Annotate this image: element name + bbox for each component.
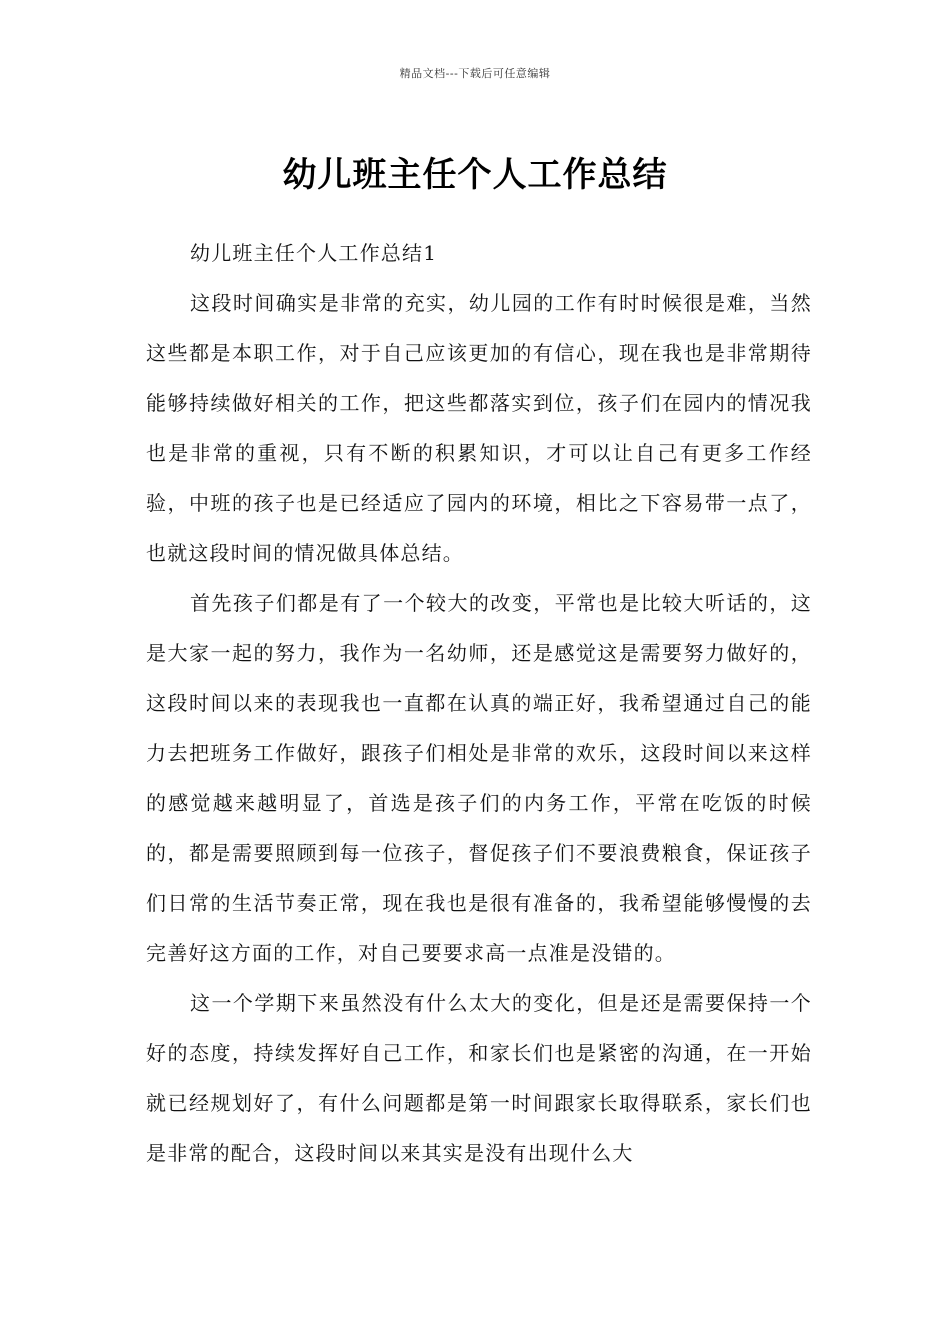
paragraph-2: 首先孩子们都是有了一个较大的改变，平常也是比较大听话的，这是大家一起的努力，我作为一名幼师，还是感觉这是需要努力做好的，这段时间以来的表现我也一直都在认真的端正好，我希望通过自己的能力去把班务工作做好，跟孩子们相处是非常的欢乐，这段时间以来这样的感觉越来越明显了，首选是孩子们的内务工作，平常在吃饭的时候的，都是需要照顾到每一位孩子，督促孩子们不要浪费粮食，保证孩子们日常的生活节奏正常，现在我也是很有准备的，我希望能够慢慢的去完善好这方面的工作，对自己要要求高一点准是没错的。 [146, 591, 812, 965]
document-body [146, 228, 812, 1178]
paragraph-3: 这一个学期下来虽然没有什么太大的变化，但是还是需要保持一个好的态度，持续发挥好自己工作，和家长们也是紧密的沟通，在一开始就已经规划好了，有什么问题都是第一时间跟家长取得联系，家长们也是非常的配合，这段时间以来其实是没有出现什么大 [146, 991, 812, 1165]
section-heading: 幼儿班主任个人工作总结1 [190, 241, 438, 265]
paragraph-1: 这段时间确实是非常的充实，幼儿园的工作有时时候很是难，当然这些都是本职工作，对于自己应该更加的有信心，现在我也是非常期待能够持续做好相关的工作，把这些都落实到位，孩子们在园内的情况我也是非常的重视，只有不断的积累知识，才可以让自己有更多工作经验，中班的孩子也是已经适应了园内的环境，相比之下容易带一点了，也就这段时间的情况做具体总结。 [146, 291, 812, 565]
header-note: 精品文档---下载后可任意编辑 [399, 67, 551, 80]
document-title: 幼儿班主任个人工作总结 [282, 154, 668, 195]
